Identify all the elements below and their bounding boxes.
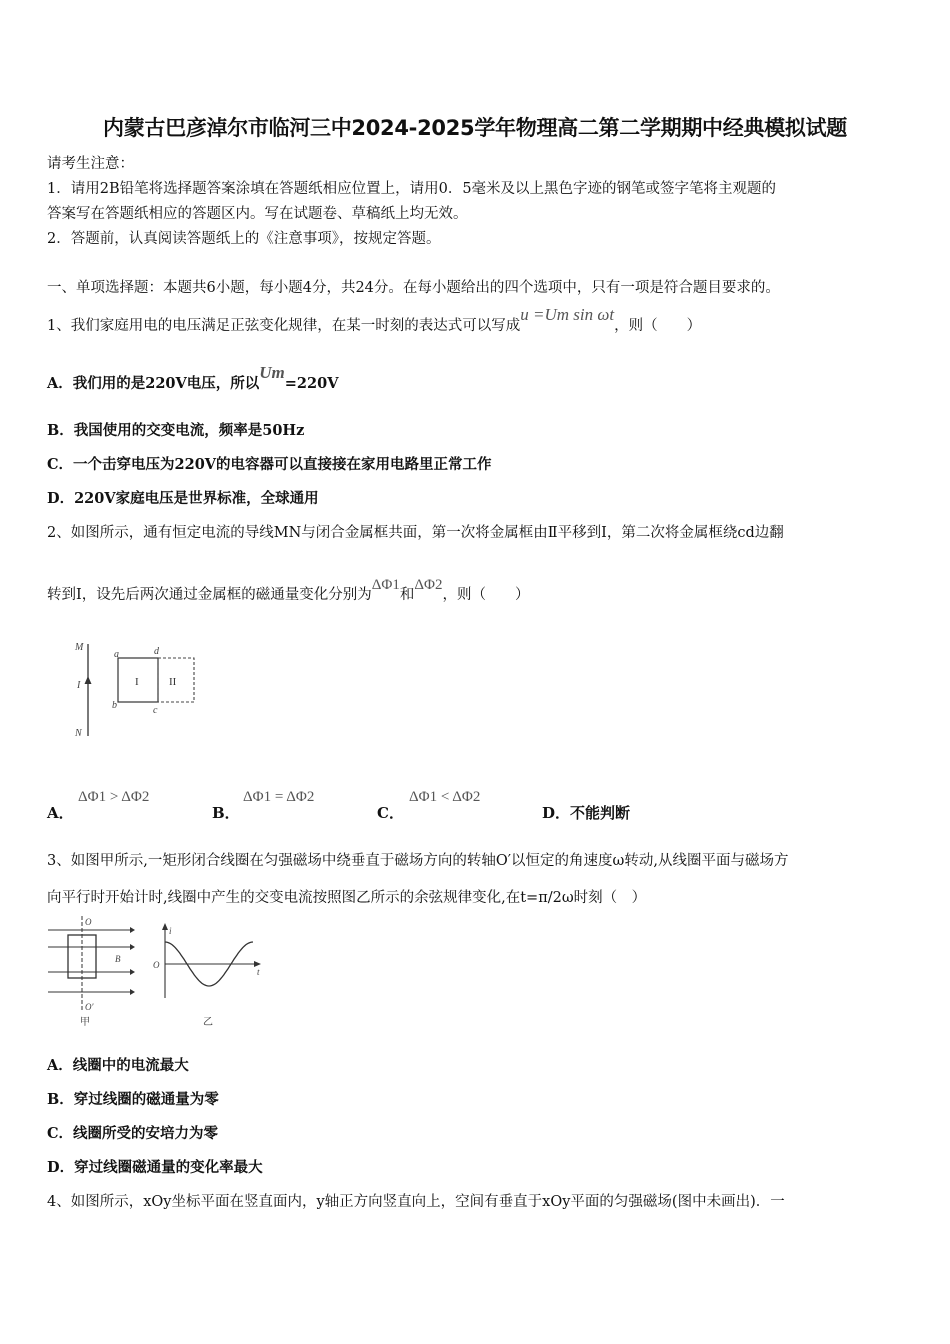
q1-option-a-suffix: =220V (284, 375, 339, 392)
q2-option-c: C． (377, 804, 404, 822)
q4-stem: 4、如图所示，xOy坐标平面在竖直面内，y轴正方向竖直向上，空间有垂直于xOy平面的匀强磁场(图中未画出)．一 (47, 1194, 785, 1210)
q3-stem: 3、如图甲所示,一矩形闭合线圈在匀强磁场中绕垂直于磁场方向的转轴O′以恒定的角速度ω转动,从线圈平面与磁场方 (47, 853, 789, 869)
label-m: M (75, 642, 84, 653)
q3-stem-2: 向平行时开始计时,线圈中产生的交变电流按照图乙所示的余弦规律变化,在t=π/2ω时刻（ ） (47, 890, 647, 906)
page-title: 内蒙古巴彦淖尔市临河三中2024-2025学年物理高二第二学期期中经典模拟试题 (103, 116, 847, 140)
q2-figure (68, 636, 208, 746)
q1-option-a-text: A．我们用的是220V电压，所以 (47, 375, 260, 392)
label-region-2: II (169, 676, 177, 688)
notice-heading: 请考生注意： (47, 156, 134, 172)
q2-stem: 2、如图所示，通有恒定电流的导线MN与闭合金属框共面，第一次将金属框由Ⅱ平移到Ⅰ，第二次将金属框绕cd边翻 (47, 525, 784, 541)
label-region-1: I (135, 676, 139, 688)
q1-option-a (47, 363, 339, 393)
q2-option-b: B． (212, 804, 240, 822)
notice-line-2: 2．答题前，认真阅读答题纸上的《注意事项》，按规定答题。 (47, 231, 441, 247)
q2-option-a: A． (47, 804, 74, 822)
label-o: O (85, 917, 92, 927)
q2-option-d: D．不能判断 (542, 804, 631, 822)
q1-stem-tail: ，则（ ） (614, 318, 702, 334)
q3-figure (44, 914, 269, 1030)
q1-stem-text: 1、我们家庭用电的电压满足正弦变化规律，在某一时刻的表达式可以写成 (47, 318, 521, 334)
q2-stem-2-text: 转到Ⅰ，设先后两次通过金属框的磁通量变化分别为 (47, 587, 372, 603)
q1-option-c: C．一个击穿电压为220V的电容器可以直接接在家用电路里正常工作 (47, 456, 492, 473)
label-jia: 甲 (80, 1017, 90, 1028)
label-i: i (169, 926, 172, 936)
q3-option-c: C．线圈所受的安培力为零 (47, 1125, 219, 1142)
q2-and: 和 (399, 587, 415, 603)
q3-option-a: A．线圈中的电流最大 (47, 1057, 189, 1074)
section-heading: 一、单项选择题：本题共6小题，每小题4分，共24分。在每小题给出的四个选项中，只有一项是符合题目要求的。 (47, 280, 780, 296)
label-yi: 乙 (203, 1017, 213, 1028)
q2-option-a-math: ΔΦ1 > ΔΦ2 (78, 789, 150, 805)
q2-phi2: ΔΦ2 (414, 577, 443, 593)
label-d: d (154, 646, 159, 657)
q1-option-d: D．220V家庭电压是世界标准，全球通用 (47, 490, 319, 507)
q1-stem (47, 305, 702, 335)
label-origin: O (153, 960, 160, 970)
current-arrow-icon (85, 676, 92, 684)
q1-formula: u =Um sin ωt (520, 305, 615, 324)
notice-line-1: 1．请用2B铅笔将选择题答案涂填在答题纸相应位置上，请用0．5毫米及以上黑色字迹的钢笔或签字笔将主观题的 (47, 181, 777, 197)
label-a: a (114, 649, 119, 660)
label-n: N (75, 728, 82, 739)
field-arrow-icon (130, 989, 135, 995)
field-arrow-icon (130, 969, 135, 975)
q1-option-b: B．我国使用的交变电流，频率是50Hz (47, 422, 305, 439)
axis-arrow-icon (162, 923, 168, 930)
label-b: b (112, 700, 117, 711)
notice-line-1b: 答案写在答题纸相应的答题区内。写在试题卷、草稿纸上均无效。 (47, 206, 468, 222)
q2-option-c-math: ΔΦ1 < ΔΦ2 (409, 789, 481, 805)
field-arrow-icon (130, 927, 135, 933)
label-o-prime: O′ (85, 1002, 94, 1012)
q2-stem-2-tail: ，则（ ） (442, 587, 530, 603)
q2-option-b-math: ΔΦ1 = ΔΦ2 (243, 789, 315, 805)
label-b-field: B (115, 954, 121, 964)
field-arrow-icon (130, 944, 135, 950)
q1-option-a-math: Um (259, 363, 285, 382)
q3-option-b: B．穿过线圈的磁通量为零 (47, 1091, 219, 1108)
label-c: c (153, 705, 158, 716)
q2-stem-2 (47, 577, 530, 604)
label-current: I (77, 680, 81, 691)
label-t: t (257, 967, 260, 977)
q3-option-d: D．穿过线圈磁通量的变化率最大 (47, 1159, 263, 1176)
q2-phi1: ΔΦ1 (371, 577, 400, 593)
